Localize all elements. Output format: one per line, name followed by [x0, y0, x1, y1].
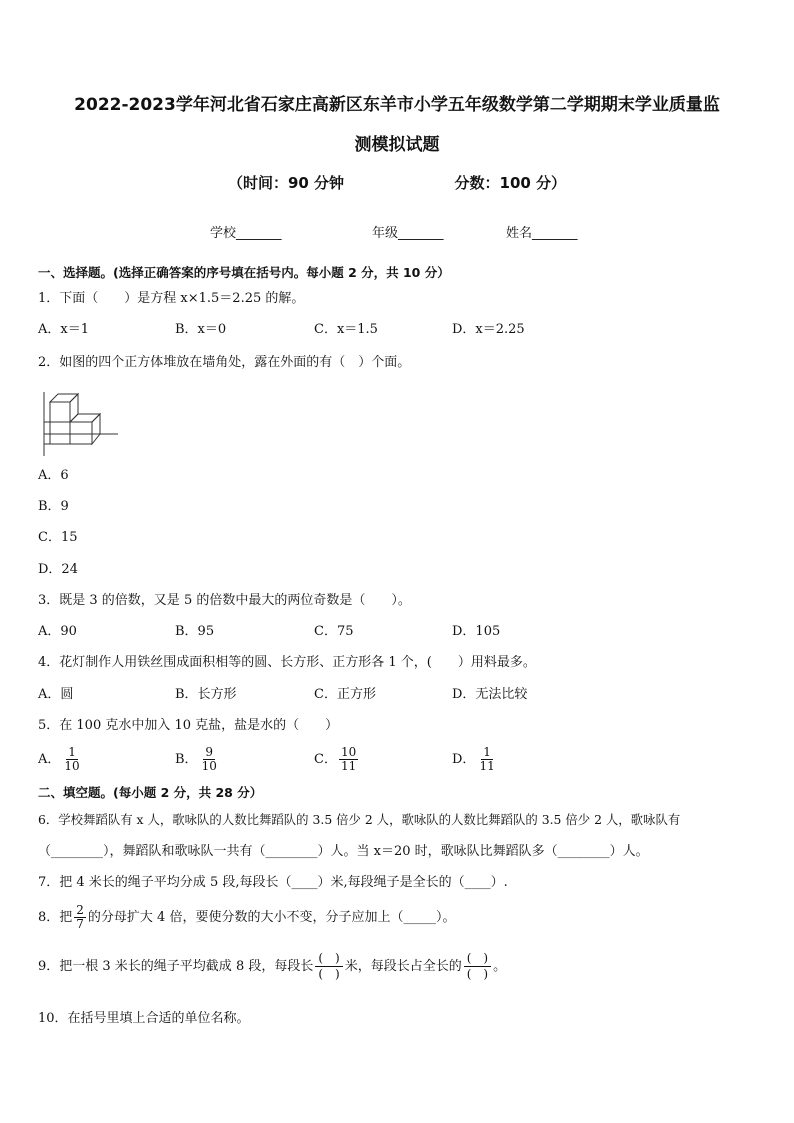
- q6-line1: 6．学校舞蹈队有 x 人，歌咏队的人数比舞蹈队的 3.5 倍少 2 人，歌咏队的人数比舞蹈队的 3.5 倍少 2 人，歌咏队有: [38, 812, 681, 827]
- q8-fraction: [74, 904, 86, 931]
- q2-option-b: B．9: [38, 499, 69, 514]
- fraction-numerator: 2: [76, 903, 84, 917]
- q5-option-a-fraction: [62, 746, 81, 773]
- q5-option-c-fraction: [339, 746, 358, 773]
- fraction-numerator: 10: [340, 745, 357, 759]
- fraction-denominator: 10: [64, 759, 80, 773]
- q8-prefix: 8．把: [38, 910, 73, 925]
- section2-heading: 二、填空题。(每小题 2 分，共 28 分）: [38, 785, 263, 800]
- blank-denominator: ( ): [318, 967, 340, 981]
- exam-info: [0, 172, 794, 193]
- fraction-denominator: 10: [201, 759, 217, 773]
- q10-text: 10．在括号里填上合适的单位名称。: [38, 1011, 250, 1026]
- q2-option-a: A．6: [38, 468, 69, 483]
- fraction-denominator: 11: [340, 759, 357, 773]
- total-score: 分数：100 分）: [454, 174, 567, 192]
- q4-stem: 4．花灯制作人用铁丝围成面积相等的圆、长方形、正方形各 1 个，( ）用料最多。: [38, 655, 536, 670]
- q2-stem: 2．如图的四个正方体堆放在墙角处，露在外面的有（ ）个面。: [38, 355, 411, 370]
- q2-option-c: C．15: [38, 530, 78, 545]
- grade-field: 年级_______: [372, 226, 444, 241]
- q5-option-d: [452, 746, 499, 773]
- fraction-numerator: 1: [483, 745, 491, 759]
- q1-stem: 1．下面（ ）是方程 x×1.5＝2.25 的解。: [38, 291, 305, 306]
- time-limit: （时间：90 分钟: [227, 174, 345, 192]
- q5-option-b: [175, 746, 221, 773]
- blank-denominator: ( ): [466, 967, 489, 981]
- fraction-numerator: 1: [68, 745, 76, 759]
- q3-option-c: C．75: [314, 624, 354, 639]
- q3-stem: 3．既是 3 的倍数，又是 5 的倍数中最大的两位奇数是（ ）。: [38, 593, 411, 608]
- q1-option-a: A．x＝1: [38, 322, 89, 337]
- q5-option-c: [314, 746, 360, 773]
- q5-option-c-label: C．: [314, 752, 337, 767]
- q5-stem: 5．在 100 克水中加入 10 克盐，盐是水的（ ）: [38, 718, 339, 733]
- q7-text: 7．把 4 米长的绳子平均分成 5 段,每段长（____）米,每段绳子是全长的（____）.: [38, 875, 508, 890]
- q3-option-b: B．95: [175, 624, 215, 639]
- blank-numerator: ( ): [315, 951, 342, 967]
- q5-option-d-label: D．: [452, 752, 476, 767]
- fraction-denominator: 11: [479, 759, 495, 773]
- q4-option-c: C．正方形: [314, 687, 376, 702]
- q8-text: [38, 904, 455, 932]
- q9-fraction-blank[interactable]: [464, 951, 491, 982]
- q9-middle: 米，每段长占全长的: [344, 959, 462, 974]
- q9-end: 。: [493, 959, 507, 974]
- section1-heading: 一、选择题。(选择正确答案的序号填在括号内。每小题 2 分，共 10 分）: [38, 265, 450, 280]
- q5-option-d-fraction: [477, 746, 496, 773]
- school-field: 学校_______: [210, 226, 282, 241]
- q4-option-b: B．长方形: [175, 687, 237, 702]
- q3-option-d: D．105: [452, 624, 501, 639]
- q4-option-d: D．无法比较: [452, 687, 528, 702]
- name-field: 姓名_______: [506, 226, 578, 241]
- fraction-denominator: 7: [76, 917, 84, 931]
- exam-title-line1: 2022-2023学年河北省石家庄高新区东羊市小学五年级数学第二学期期末学业质量监: [74, 95, 720, 115]
- stacked-cubes-figure: [38, 388, 120, 458]
- q3-option-a: A．90: [38, 624, 77, 639]
- blank-numerator: ( ): [464, 951, 491, 967]
- exam-title-line2: 测模拟试题: [354, 135, 440, 155]
- q8-suffix: 的分母扩大 4 倍，要使分数的大小不变，分子应加上（_____）。: [87, 910, 456, 925]
- q9-length-blank[interactable]: [315, 951, 342, 982]
- q1-option-d: D．x＝2.25: [452, 322, 525, 337]
- q9-prefix: 9．把一根 3 米长的绳子平均截成 8 段，每段长: [38, 959, 314, 974]
- q2-option-d: D．24: [38, 562, 78, 577]
- q4-option-a: A．圆: [38, 687, 74, 702]
- fraction-numerator: 9: [205, 745, 214, 759]
- q5-option-a: [38, 746, 84, 773]
- q6-line2: （________），舞蹈队和歌咏队一共有（________）人。当 x＝20 时，歌咏队比舞蹈队多（________）人。: [38, 844, 649, 859]
- q5-option-a-label: A．: [38, 752, 61, 767]
- q1-option-b: B．x＝0: [175, 322, 227, 337]
- q1-option-c: C．x＝1.5: [314, 322, 378, 337]
- q9-text: [38, 950, 506, 984]
- q5-option-b-fraction: [200, 746, 219, 773]
- q5-option-b-label: B．: [175, 752, 198, 767]
